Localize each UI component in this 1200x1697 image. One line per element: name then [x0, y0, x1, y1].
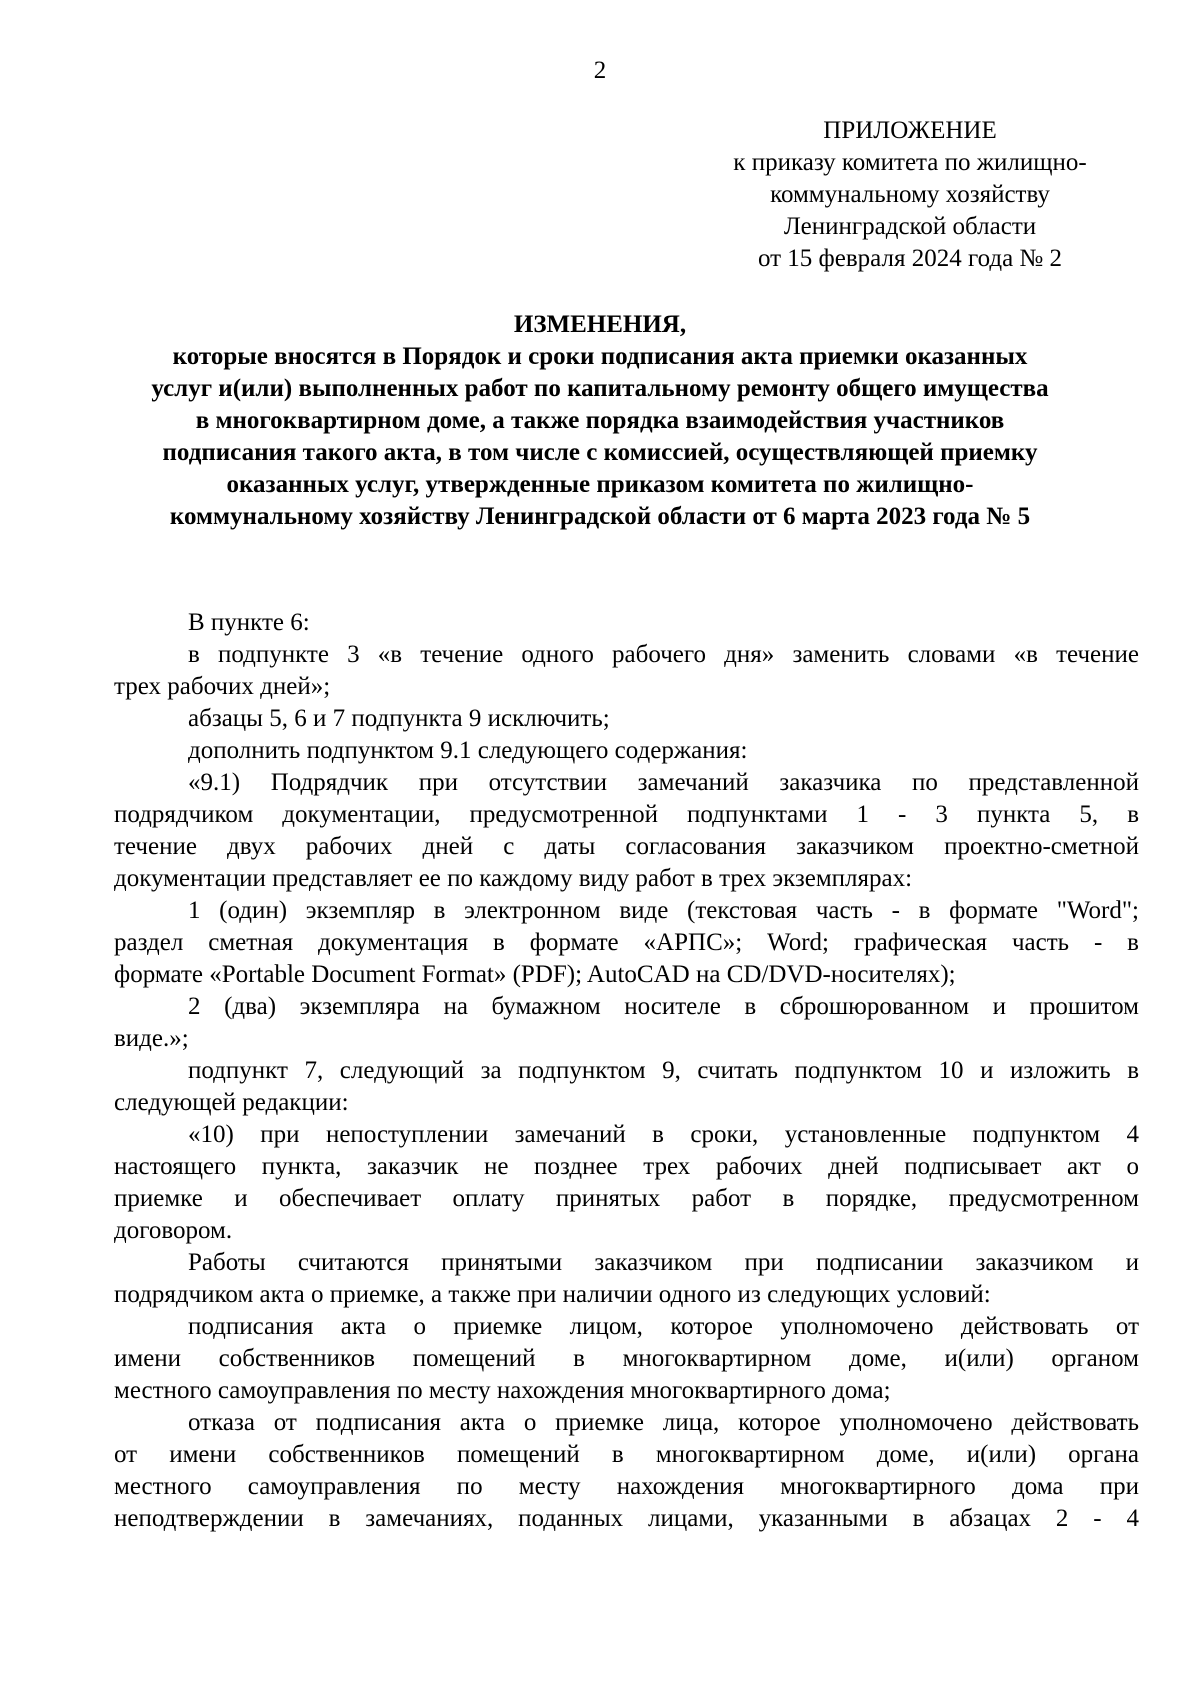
body-line: приемке и обеспечивает оплату принятых работ в порядке, предусмотренном	[114, 1185, 1139, 1212]
body-line: 2 (два) экземпляра на бумажном носителе в сброшюрованном и прошитом	[188, 993, 1139, 1020]
body-line: отказа от подписания акта о приемке лица, которое уполномочено действовать	[188, 1409, 1139, 1436]
title-line: которые вносятся в Порядок и сроки подписания акта приемки оказанных	[172, 343, 1028, 370]
title-line: подписания такого акта, в том числе с комиссией, осуществляющей приемку	[162, 439, 1038, 466]
title-line: коммунальному хозяйству Ленинградской области от 6 марта 2023 года № 5	[169, 503, 1031, 530]
body-line: местного самоуправления по месту нахождения многоквартирного дома при	[114, 1473, 1139, 1500]
document-title	[100, 309, 1100, 533]
body-line: «10) при непоступлении замечаний в сроки, установленные подпунктом 4	[188, 1121, 1139, 1148]
page-number: 2	[593, 57, 607, 84]
body-line: от имени собственников помещений в многоквартирном доме, и(или) органа	[114, 1441, 1139, 1468]
body-line: документации представляет ее по каждому виду работ в трех экземплярах:	[114, 865, 913, 892]
document-body	[114, 607, 1139, 1535]
body-line: абзацы 5, 6 и 7 подпункта 9 исключить;	[188, 705, 610, 732]
appendix-line: Ленинградской области	[783, 213, 1037, 240]
appendix-line: ПРИЛОЖЕНИЕ	[823, 117, 997, 144]
appendix-line: коммунальному хозяйству	[770, 181, 1050, 208]
body-line: неподтверждении в замечаниях, поданных лицами, указанными в абзацах 2 - 4	[114, 1505, 1139, 1532]
body-line: формате «Portable Document Format» (PDF); AutoCAD на CD/DVD-носителях);	[114, 961, 956, 988]
body-line: настоящего пункта, заказчик не позднее трех рабочих дней подписывает акт о	[114, 1153, 1139, 1180]
body-line: «9.1) Подрядчик при отсутствии замечаний заказчика по представленной	[188, 769, 1139, 796]
title-line: услуг и(или) выполненных работ по капитальному ремонту общего имущества	[151, 375, 1049, 402]
body-line: подписания акта о приемке лицом, которое уполномочено действовать от	[188, 1313, 1139, 1340]
body-line: подпункт 7, следующий за подпунктом 9, считать подпунктом 10 и изложить в	[188, 1057, 1139, 1084]
body-line: подрядчиком документации, предусмотренной подпунктами 1 - 3 пункта 5, в	[114, 801, 1139, 828]
body-line: договором.	[114, 1217, 233, 1244]
appendix-header	[700, 115, 1120, 275]
title-line: ИЗМЕНЕНИЯ,	[513, 311, 687, 338]
body-line: 1 (один) экземпляр в электронном виде (текстовая часть - в формате "Word";	[188, 897, 1139, 924]
body-line: В пункте 6:	[188, 609, 310, 636]
body-line: в подпункте 3 «в течение одного рабочего дня» заменить словами «в течение	[188, 641, 1139, 668]
body-line: имени собственников помещений в многоквартирном доме, и(или) органом	[114, 1345, 1139, 1372]
body-line: подрядчиком акта о приемке, а также при наличии одного из следующих условий:	[114, 1281, 991, 1308]
title-line: в многоквартирном доме, а также порядка взаимодействия участников	[195, 407, 1005, 434]
body-line: местного самоуправления по месту нахождения многоквартирного дома;	[114, 1377, 891, 1404]
body-line: раздел сметная документация в формате «АРПС»; Word; графическая часть - в	[114, 929, 1139, 956]
appendix-line: к приказу комитета по жилищно-	[733, 149, 1087, 176]
body-line: Работы считаются принятыми заказчиком при подписании заказчиком и	[188, 1249, 1139, 1276]
body-line: следующей редакции:	[114, 1089, 349, 1116]
body-line: трех рабочих дней»;	[114, 673, 331, 700]
title-line: оказанных услуг, утвержденные приказом комитета по жилищно-	[226, 471, 974, 498]
body-line: течение двух рабочих дней с даты согласования заказчиком проектно-сметной	[114, 833, 1139, 860]
appendix-line: от 15 февраля 2024 года № 2	[757, 245, 1063, 272]
body-line: виде.»;	[114, 1025, 189, 1052]
body-line: дополнить подпунктом 9.1 следующего содержания:	[188, 737, 748, 764]
